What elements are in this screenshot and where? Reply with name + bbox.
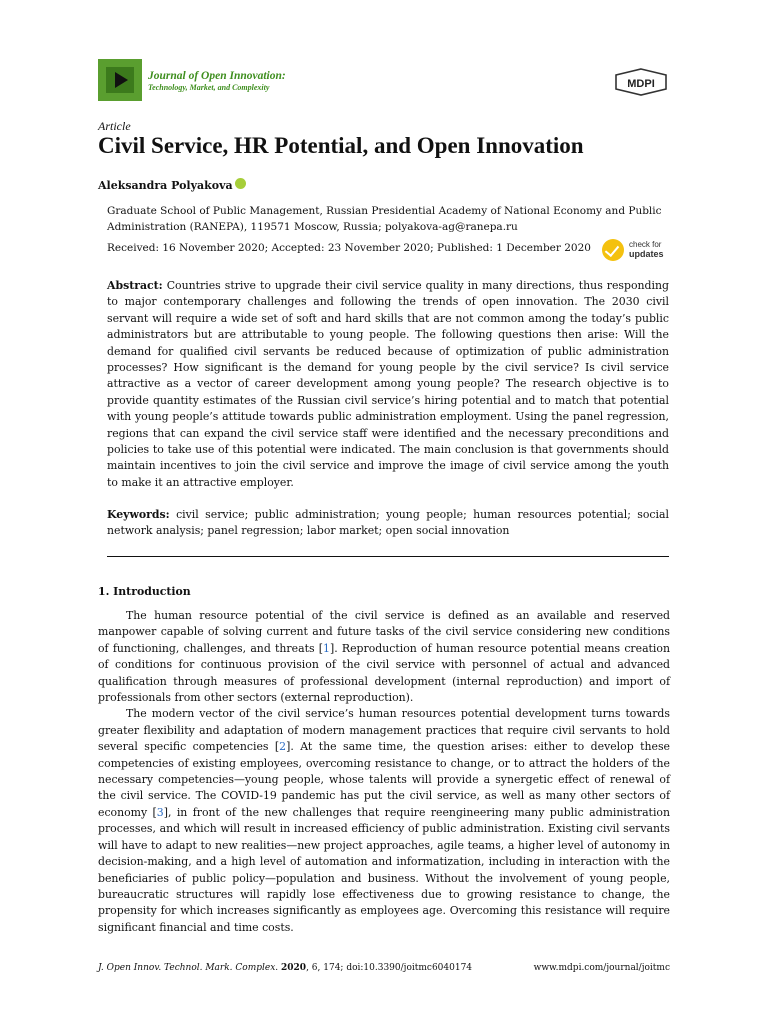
abstract-label: Abstract:	[107, 279, 163, 292]
footer-journal-url[interactable]: www.mdpi.com/journal/joitmc	[533, 963, 670, 973]
paragraph: The human resource potential of the civil service is defined as an available and reserved manpower capable of solving current and future tasks of the civil service considering new conditions of functioning, challenges, and threats [1]. Reproduction of human resource potential means creation of conditions for continuous provision of the civil service with personnel of actual and advanced qualification through measures of professional development (internal reproduction) and import of professionals from other sectors (external reproduction).	[98, 609, 670, 705]
mdpi-logo-text: MDPI	[627, 78, 655, 90]
citation-link[interactable]: 3	[156, 805, 164, 819]
article-title: Civil Service, HR Potential, and Open Innovation	[98, 133, 584, 158]
section-divider	[107, 556, 669, 557]
section-heading-introduction: 1. Introduction	[98, 585, 191, 598]
author-line	[98, 178, 246, 192]
keywords	[107, 507, 669, 540]
abstract	[107, 278, 669, 491]
paragraph: The modern vector of the civil service’s human resources potential development turns towards greater flexibility and adaptation of modern management practices that require civil servants to hold several specific competencies [2]. At the same time, the question arises: either to develop these competencies of existing employees, overcoming resistance to change, or to attract the holders of the necessary competencies—young people, whose talents will provide a synergetic effect of renewal of the civil service. The COVID-19 pandemic has put the civil service, as well as many other sectors of economy [3], in front of the new challenges that require reengineering many public administration processes, and which will result in increased efficiency of public administration. Existing civil servants will have to adapt to new realities—new project approaches, agile teams, a higher level of autonomy in decision-making, and a high level of automation and informatization, including in interaction with the beneficiaries of public policy—population and business. Without the involvement of young people, bureaucratic structures will rapidly lose effectiveness due to growing resistance to change, the propensity for which increases significantly as employees age. Overcoming this resistance will require significant financial and time costs.	[98, 707, 670, 934]
publication-dates: Received: 16 November 2020; Accepted: 23 November 2020; Published: 1 December 2020	[107, 242, 591, 254]
keywords-text: civil service; public administration; young people; human resources potential; social network analysis; panel regression; labor market; open social innovation	[107, 508, 669, 538]
footer-citation: J. Open Innov. Technol. Mark. Complex. 2020, 6, 174; doi:10.3390/joitmc6040174	[98, 963, 473, 973]
article-type-label: Article	[98, 119, 131, 133]
affiliation: Graduate School of Public Management, Russian Presidential Academy of National Economy and Public Administration (RANEPA), 119571 Moscow, Russia; polyakova-ag@ranepa.ru	[107, 205, 662, 233]
checkmark-icon	[602, 239, 624, 261]
play-triangle-icon	[115, 72, 128, 88]
mdpi-logo	[612, 67, 670, 97]
keywords-label: Keywords:	[107, 508, 170, 521]
abstract-text: Countries strive to upgrade their civil service quality in many directions, thus responding to major contemporary challenges and following the trends of open innovation. The 2030 civil servant will require a wide set of soft and hard skills that are not common among the today’s public administrators but are attributable to young people. The following questions then arise: Will the demand for qualified civil servants be reduced because of optimization of public administration processes? How significant is the demand for young people by the civil service? Is civil service attractive as a vector of career development among young people? The research objective is to provide quantity estimates of the Russian civil service’s hiring potential and to match that potential with young people’s attitude towards public administration employment. Using the panel regression, regions that can expand the civil service staff were identified and the necessary preconditions and policies to take use of this potential were indicated. The main conclusion is that governments should maintain incentives to join the civil service and improve the image of civil service among the youth to make it an attractive employer.	[107, 279, 670, 489]
citation-link[interactable]: 1	[323, 641, 330, 655]
citation-link[interactable]: 2	[279, 740, 287, 754]
journal-logo	[98, 59, 142, 101]
introduction-body	[98, 608, 670, 936]
journal-subtitle: Technology, Market, and Complexity	[148, 83, 270, 92]
check-for-updates-badge[interactable]	[602, 239, 672, 263]
check-updates-line2: updates	[629, 249, 664, 259]
journal-name: Journal of Open Innovation:	[148, 70, 286, 82]
check-updates-line1: check for	[629, 240, 662, 249]
author-name[interactable]: Aleksandra Polyakova	[98, 179, 233, 192]
orcid-icon[interactable]	[235, 178, 246, 189]
